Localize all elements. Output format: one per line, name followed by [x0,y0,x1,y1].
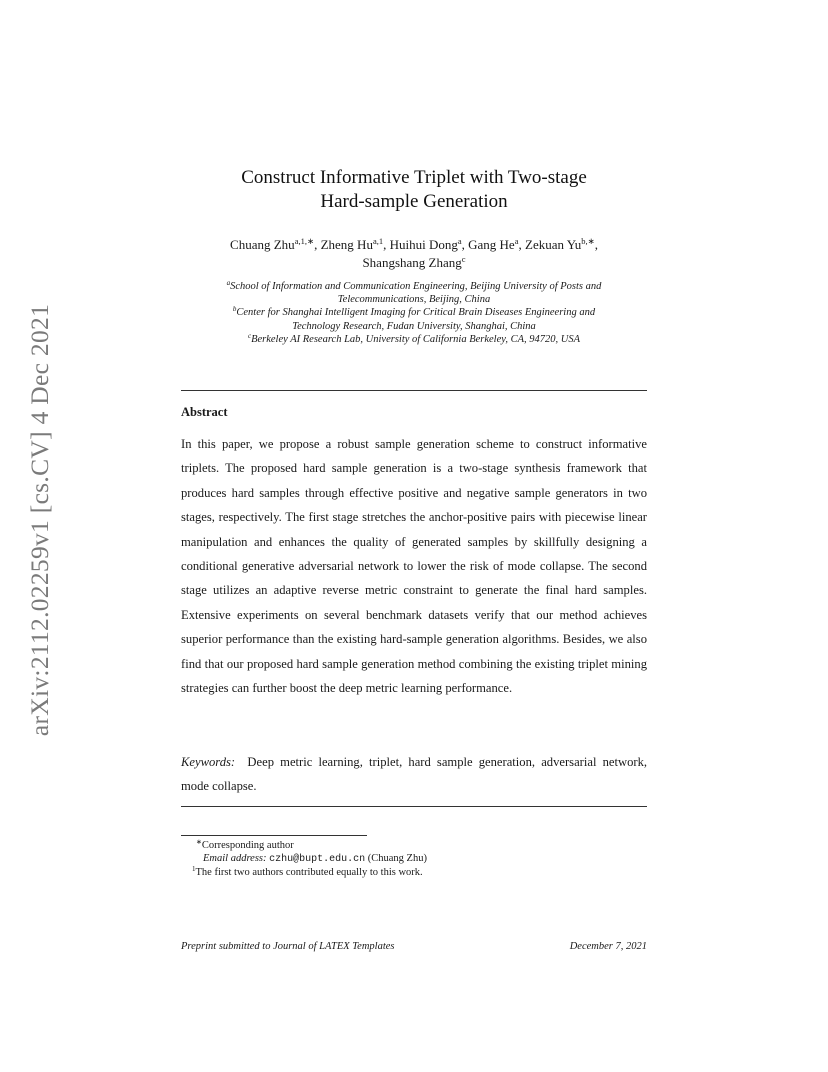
title-line-2: Hard-sample Generation [320,191,508,212]
abstract-heading: Abstract [181,405,228,419]
footnote-mark: ∗ [196,838,202,846]
affiliation-a-line-2: Telecommunications, Beijing, China [337,294,491,306]
affiliation-b-line-2: Technology Research, Fudan University, Shanghai, China [292,320,536,332]
author-affil-mark: b,∗ [581,236,595,246]
affil-mark: a [226,279,231,287]
author-affil-mark: a,1,∗ [294,236,315,246]
footnote-email-link[interactable]: czhu@bupt.edu.cn [269,854,366,865]
author-name: Zheng Hu [320,237,373,252]
keywords-text: Deep metric learning, triplet, hard sample generation, adversarial network, mode collapse. [181,755,648,794]
footnotes [192,838,616,879]
abstract-top-rule [181,390,647,391]
footnote-corresponding: Corresponding author [201,840,294,851]
abstract-body: In this paper, we propose a robust sample generation scheme to construct informative triplets. The proposed hard sample generation is a two-stage synthesis framework that produces hard samples through effective positive and negative sample generators in two stages, respectively. The first stage stretches the anchor-positive pairs with piecewise linear manipulation and enhances the quality of generated samples by skillfully designing a conditional generative adversarial network to lower the risk of mode collapse. The second stage utilizes an adaptive reverse metric constraint to generate the final hard samples. Extensive experiments on several benchmark datasets verify that our method achieves superior performance than the existing hard-sample generation algorithms. Besides, we also find that our proposed hard sample generation method combining the existing triplet mining strategies can further boost the deep metric learning performance. [181,437,647,696]
keywords-label: Keywords: [181,755,236,769]
affiliation-list [170,280,658,346]
affiliation-a-line-1: School of Information and Communication Engineering, Beijing University of Posts and [230,281,602,292]
keywords-block [181,750,647,799]
abstract-bottom-rule [181,806,647,807]
author-list: Chuang Zhu$^{a,1,∗}$, Zheng Hu$^{a,1}$, Huihui Dong$^a$, Gang He$^a$, Zekuan $Yu^{b,∗}$, Shangshang Zhang$^c$ [230,236,598,270]
footnote-equal-contribution: The first two authors contributed equally to this work. [195,867,423,878]
footnote-email-label: Email address: [203,853,267,864]
author-affil-mark: c [461,254,466,264]
author-affil-mark: a [457,236,462,246]
author-name: Huihui Dong [389,237,458,252]
title-line-1: Construct Informative Triplet with Two-stage [241,167,587,188]
paper-title [180,166,648,214]
author-name: Chuang Zhu [230,237,295,252]
author-name: Gang He [468,237,515,252]
footnote-email-owner: (Chuang Zhu) [367,853,427,864]
preprint-footer: Preprint submitted to Journal of LATEX Templates [181,941,395,952]
affiliation-c-line-1: Berkeley AI Research Lab, University of California Berkeley, CA, 94720, USA [251,333,581,345]
footer-date: December 7, 2021 [569,941,647,952]
footnote-mark: 1 [192,865,196,873]
author-name: Zekuan Yu [525,237,582,252]
author-affil-mark: a,1 [372,236,384,246]
affil-mark: c [247,331,252,340]
author-name: Shangshang Zhang [362,255,462,270]
affiliation-b-line-1: Center for Shanghai Intelligent Imaging for Critical Brain Diseases Engineering and [236,307,596,319]
author-affil-mark: a [514,236,519,246]
footnote-rule [181,835,367,836]
arxiv-sidebar-stamp: arXiv:2112.02259v1 [cs.CV] 4 Dec 2021 [25,303,54,737]
affil-mark: b [232,305,237,314]
